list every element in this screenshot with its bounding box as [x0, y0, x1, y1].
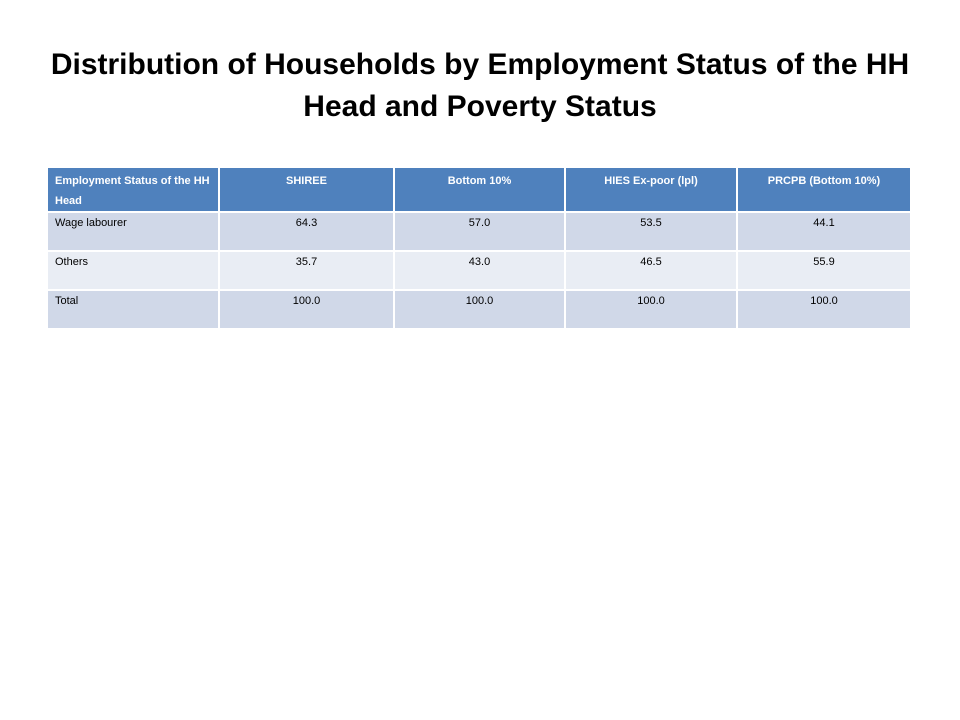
employment-poverty-table — [48, 168, 912, 330]
table-row — [48, 213, 912, 252]
row-label: Others — [48, 252, 220, 291]
cell-prcpb-bottom-10: 44.1 — [738, 213, 912, 252]
cell-bottom-10: 57.0 — [395, 213, 566, 252]
table-header-row — [48, 168, 912, 213]
row-label: Total — [48, 291, 220, 330]
header-bottom-10: Bottom 10% — [395, 168, 566, 213]
cell-prcpb-bottom-10: 100.0 — [738, 291, 912, 330]
header-shiree: SHIREE — [220, 168, 395, 213]
slide-title: Distribution of Households by Employment Status of the HH Head and Poverty Status — [50, 48, 910, 123]
cell-prcpb-bottom-10: 55.9 — [738, 252, 912, 291]
header-employment-status: Employment Status of the HH Head — [48, 168, 220, 213]
cell-bottom-10: 100.0 — [395, 291, 566, 330]
cell-hies-ex-poor: 53.5 — [566, 213, 738, 252]
cell-hies-ex-poor: 100.0 — [566, 291, 738, 330]
table-row — [48, 252, 912, 291]
table-row — [48, 291, 912, 330]
cell-shiree: 64.3 — [220, 213, 395, 252]
cell-shiree: 100.0 — [220, 291, 395, 330]
header-prcpb-bottom-10: PRCPB (Bottom 10%) — [738, 168, 912, 213]
row-label: Wage labourer — [48, 213, 220, 252]
header-hies-ex-poor: HIES Ex-poor (lpl) — [566, 168, 738, 213]
cell-shiree: 35.7 — [220, 252, 395, 291]
cell-hies-ex-poor: 46.5 — [566, 252, 738, 291]
cell-bottom-10: 43.0 — [395, 252, 566, 291]
